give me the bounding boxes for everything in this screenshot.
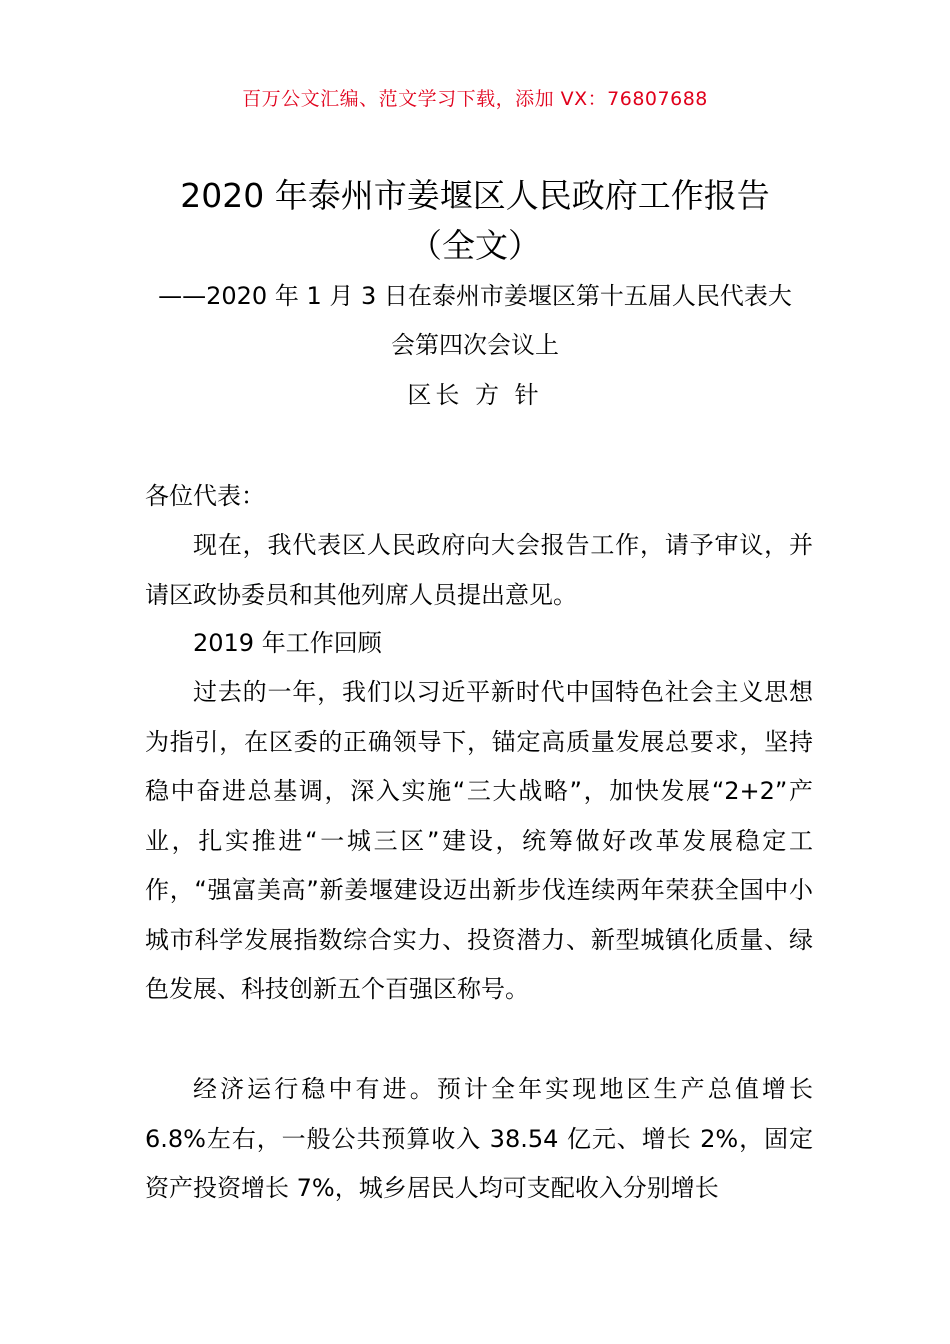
document-title: 2020 年泰州市姜堰区人民政府工作报告	[180, 176, 770, 215]
paragraph-text: 过去的一年，我们以习近平新时代中国特色社会主义思想为指引，在区委的正确领导下，锚定高质量发展总要求，坚持稳中奋进总基调，深入实施“三大战略”，加快发展“2+2”产业，扎实推进“一城三区”建设，统筹做好改革发展稳定工作，“强富美高”新姜堰建设迈出新步伐连续两年荣获全国中小城市科学发展指数综合实力、投资潜力、新型城镇化质量、绿色发展、科技创新五个百强区称号。	[145, 678, 813, 1003]
greeting	[145, 472, 813, 522]
watermark-header: 百万公文汇编、范文学习下载，添加 VX：76807688	[242, 88, 708, 110]
document-author: 区长 方 针	[407, 381, 543, 409]
paragraph-text: 经济运行稳中有进。预计全年实现地区生产总值增长 6.8%左右，一般公共预算收入 38.54 亿元、增长 2%，固定资产投资增长 7%，城乡居民人均可支配收入分别增长	[145, 1075, 813, 1202]
paragraph	[145, 668, 813, 1015]
paragraph	[145, 521, 813, 620]
document-subtitle-continued: 会第四次会议上	[391, 331, 559, 359]
greeting-text: 各位代表：	[145, 482, 265, 510]
section-heading-text: 2019 年工作回顾	[193, 629, 382, 657]
document-subtitle: ——2020 年 1 月 3 日在泰州市姜堰区第十五届人民代表大	[158, 282, 792, 310]
paragraph-text: 现在，我代表区人民政府向大会报告工作，请予审议，并请区政协委员和其他列席人员提出意见。	[145, 531, 813, 609]
section-heading	[145, 619, 813, 669]
paragraph	[145, 1065, 813, 1214]
document-title-suffix: （全文）	[409, 226, 541, 265]
